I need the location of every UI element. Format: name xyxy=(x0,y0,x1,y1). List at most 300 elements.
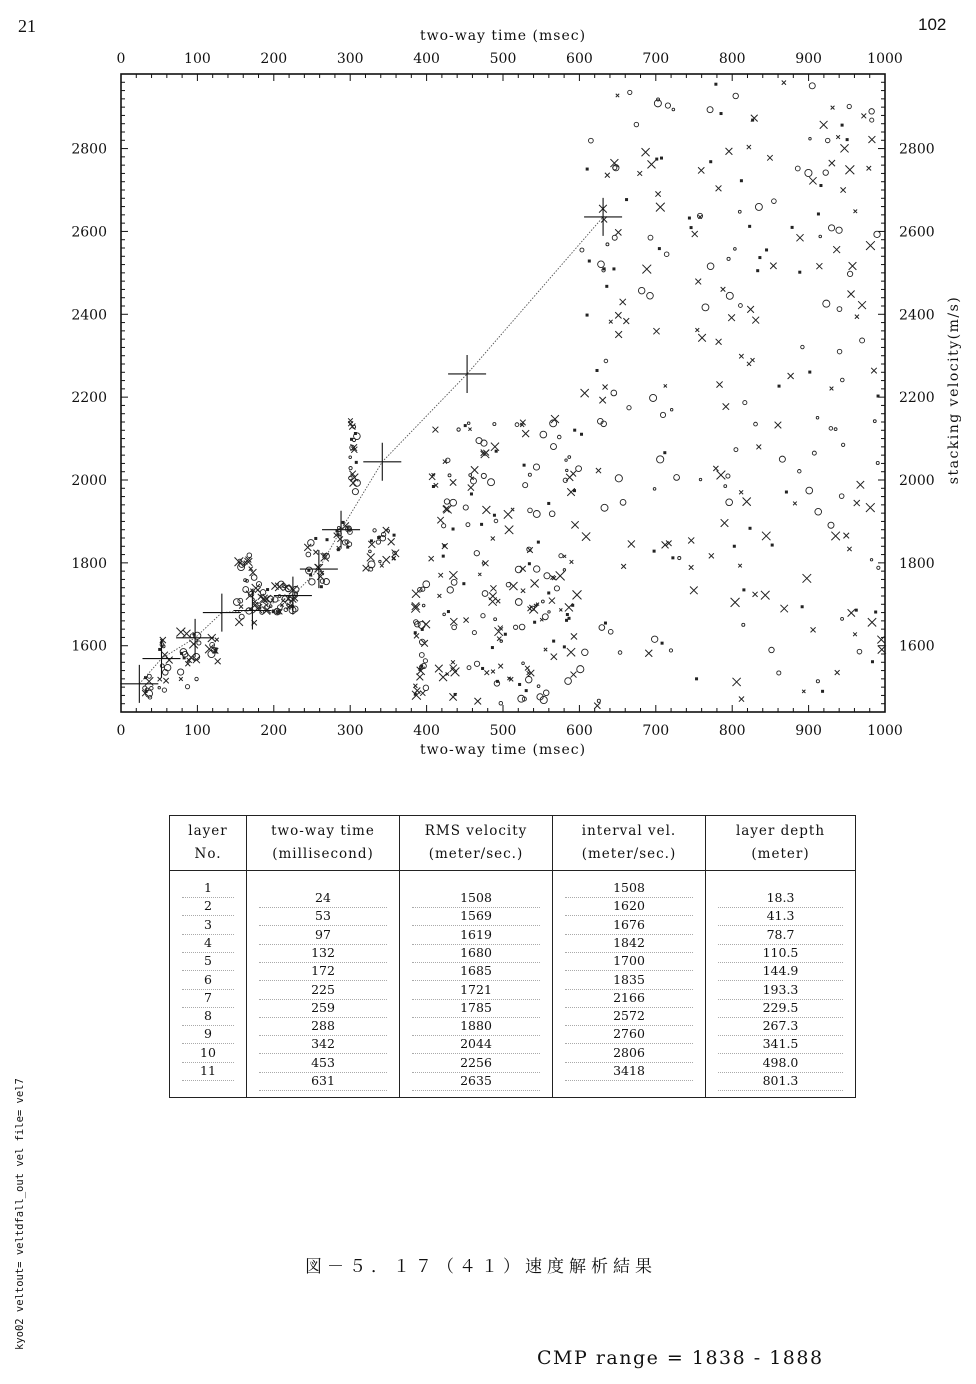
scatter-dot xyxy=(370,539,373,542)
scatter-cross xyxy=(435,665,443,673)
header-interval-velocity: interval vel. (meter/sec.) xyxy=(553,816,706,871)
y-tick-label-left: 1800 xyxy=(71,555,107,572)
scatter-circle xyxy=(533,464,539,470)
scatter-dot xyxy=(495,450,498,453)
scatter-circle xyxy=(534,566,540,572)
two-way-time-cell: 24 xyxy=(259,889,387,908)
x-tick-label-bottom: 500 xyxy=(489,723,517,739)
scatter-cross xyxy=(709,553,714,558)
scatter-cross xyxy=(642,265,651,274)
x-tick-label-bottom: 700 xyxy=(642,723,670,739)
scatter-circle xyxy=(869,109,874,114)
scatter-cross xyxy=(647,160,655,168)
scatter-circle xyxy=(582,649,588,655)
scatter-circle xyxy=(500,640,503,643)
scatter-cross xyxy=(866,503,875,512)
scatter-cross xyxy=(623,318,629,324)
scatter-cross xyxy=(867,166,872,171)
scatter-cross xyxy=(751,358,755,362)
scatter-cross xyxy=(820,121,828,129)
y-tick-label-right: 2000 xyxy=(899,473,935,489)
scatter-dot xyxy=(337,548,340,551)
scatter-cross xyxy=(491,536,495,540)
layer-no-cell: 4 xyxy=(182,934,234,953)
interval-velocity-cell: 2760 xyxy=(565,1025,693,1044)
scatter-cross xyxy=(767,155,772,160)
scatter-circle xyxy=(450,499,457,506)
y-tick-label-right: 2200 xyxy=(899,390,935,407)
scatter-circle xyxy=(463,505,468,510)
scatter-circle xyxy=(513,625,517,629)
scatter-cross xyxy=(833,246,840,253)
scatter-circle xyxy=(604,359,608,363)
two-way-time-cell: 53 xyxy=(259,907,387,926)
scatter-dot xyxy=(596,369,599,372)
scatter-circle xyxy=(543,690,549,696)
scatter-cross xyxy=(527,547,533,553)
scatter-dot xyxy=(748,225,751,228)
cmp-range-label: CMP range = 1838 - 1888 xyxy=(537,1347,824,1369)
scatter-circle xyxy=(647,292,654,299)
scatter-circle xyxy=(743,401,747,405)
scatter-cross xyxy=(692,231,698,237)
scatter-cross xyxy=(866,241,875,250)
rms-velocity-cell: 1680 xyxy=(412,944,540,963)
x-tick-label-top: 300 xyxy=(336,51,364,67)
scatter-cross xyxy=(664,384,667,387)
scatter-circle xyxy=(599,625,605,631)
page-number-right: 102 xyxy=(918,15,947,34)
scatter-circle xyxy=(474,661,479,666)
scatter-cross xyxy=(717,471,726,480)
scatter-cross xyxy=(205,645,214,654)
scatter-circle xyxy=(576,466,582,472)
scatter-cross xyxy=(609,320,613,324)
interval-velocity-cell: 3418 xyxy=(565,1062,693,1081)
scatter-circle xyxy=(537,685,540,688)
x-tick-label-top: 200 xyxy=(260,51,288,67)
scatter-cross xyxy=(656,203,665,212)
velocity-pick-marker xyxy=(142,640,180,678)
scatter-dot xyxy=(547,502,550,505)
scatter-cross xyxy=(747,362,751,366)
two-way-time-cell: 259 xyxy=(259,999,387,1018)
scatter-cross xyxy=(721,287,726,292)
scatter-circle xyxy=(816,680,819,683)
scatter-cross xyxy=(803,574,812,583)
scatter-cross xyxy=(488,597,496,605)
header-layer-depth: layer depth (meter) xyxy=(706,816,856,871)
scatter-cross xyxy=(770,263,776,269)
scatter-cross xyxy=(655,191,660,196)
scatter-circle xyxy=(657,456,664,463)
scatter-dot xyxy=(709,160,712,163)
y-tick-label-left: 2800 xyxy=(71,141,107,158)
scatter-circle xyxy=(823,300,830,307)
header-two-way-time: two-way time (millisecond) xyxy=(247,816,400,871)
scatter-dot xyxy=(785,491,788,494)
rms-velocity-cell: 1619 xyxy=(412,926,540,945)
scatter-circle xyxy=(352,489,358,495)
y-tick-label-right: 1600 xyxy=(899,638,935,655)
scatter-cross xyxy=(615,312,621,318)
scatter-cross xyxy=(620,299,626,305)
scatter-dot xyxy=(350,438,353,441)
scatter-dot xyxy=(791,226,794,229)
scatter-dot xyxy=(663,451,666,454)
scatter-circle xyxy=(559,554,563,558)
scatter-cross xyxy=(628,540,635,547)
scatter-circle xyxy=(819,235,822,238)
scatter-circle xyxy=(566,469,568,471)
scatter-circle xyxy=(376,540,380,544)
scatter-circle xyxy=(494,519,498,523)
scatter-circle xyxy=(178,669,184,675)
scatter-cross xyxy=(491,670,495,674)
scatter-circle xyxy=(707,263,714,270)
scatter-cross xyxy=(253,600,257,604)
scatter-circle xyxy=(726,499,733,506)
scatter-circle xyxy=(727,257,730,260)
scatter-dot xyxy=(742,588,745,591)
scatter-dot xyxy=(183,656,186,659)
scatter-circle xyxy=(754,422,758,426)
scatter-cross xyxy=(713,466,718,471)
scatter-circle xyxy=(518,695,525,702)
scatter-circle xyxy=(798,470,801,473)
scatter-circle xyxy=(857,649,862,654)
scatter-circle xyxy=(669,649,672,652)
header-layer-no: layer No. xyxy=(170,816,247,871)
scatter-dot xyxy=(758,256,761,259)
scatter-circle xyxy=(197,641,201,645)
scatter-cross xyxy=(840,144,848,152)
scatter-circle xyxy=(842,443,845,446)
scatter-dot xyxy=(354,432,357,435)
x-tick-label-top: 500 xyxy=(489,51,517,67)
scatter-circle xyxy=(840,378,844,382)
x-tick-label-top: 100 xyxy=(184,51,211,67)
scatter-cross xyxy=(484,670,489,675)
scatter-circle xyxy=(837,307,842,312)
scatter-dot xyxy=(525,689,528,692)
scatter-circle xyxy=(847,271,852,276)
scatter-cross xyxy=(831,106,835,110)
scatter-circle xyxy=(870,559,872,561)
x-tick-label-top: 0 xyxy=(116,51,126,67)
scatter-dot xyxy=(625,198,628,201)
scatter-cross xyxy=(830,387,834,391)
rms-velocity-cell: 1880 xyxy=(412,1017,540,1036)
scatter-dot xyxy=(588,260,591,263)
scatter-cross xyxy=(840,187,845,192)
two-way-time-cell: 132 xyxy=(259,944,387,963)
scatter-circle xyxy=(828,522,834,528)
scatter-cross xyxy=(695,279,701,285)
side-note: kyo02 veltout= veltdfall_out vel file= vel7 xyxy=(14,1078,26,1350)
scatter-circle xyxy=(451,579,457,585)
layer-depth-cell: 267.3 xyxy=(718,1017,843,1036)
scatter-circle xyxy=(542,614,548,620)
scatter-circle xyxy=(278,605,283,610)
scatter-cross xyxy=(855,315,859,319)
scatter-cross xyxy=(752,317,759,324)
scatter-cross xyxy=(215,638,219,642)
scatter-circle xyxy=(442,524,446,528)
scatter-circle xyxy=(598,261,605,268)
two-way-time-cell: 225 xyxy=(259,981,387,1000)
interval-velocity-cell: 2572 xyxy=(565,1007,693,1026)
scatter-circle xyxy=(809,83,815,89)
scatter-cross xyxy=(494,627,503,636)
scatter-cross xyxy=(483,560,489,566)
scatter-circle xyxy=(548,611,550,613)
scatter-cross xyxy=(599,397,606,404)
scatter-dot xyxy=(523,464,526,467)
scatter-cross xyxy=(337,536,343,542)
scatter-circle xyxy=(825,138,829,142)
scatter-cross xyxy=(721,519,729,527)
scatter-cross xyxy=(615,331,622,338)
scatter-circle xyxy=(707,107,713,113)
scatter-cross xyxy=(716,381,722,387)
scatter-cross xyxy=(412,691,421,700)
scatter-circle xyxy=(674,475,680,481)
scatter-circle xyxy=(724,485,727,488)
x-tick-label-bottom: 1000 xyxy=(867,723,903,739)
scatter-circle xyxy=(601,504,608,511)
scatter-cross xyxy=(747,145,751,149)
scatter-circle xyxy=(615,475,622,482)
scatter-circle xyxy=(369,550,372,553)
scatter-circle xyxy=(699,478,701,480)
scatter-cross xyxy=(367,554,375,562)
two-way-time-cell: 342 xyxy=(259,1035,387,1054)
scatter-dot xyxy=(272,610,275,613)
scatter-circle xyxy=(423,659,427,663)
scatter-circle xyxy=(554,586,559,591)
scatter-dot xyxy=(464,424,467,427)
scatter-cross xyxy=(747,306,754,313)
scatter-cross xyxy=(571,521,578,528)
scatter-cross xyxy=(304,544,311,551)
layer-depth-cell: 801.3 xyxy=(718,1072,843,1091)
scatter-circle xyxy=(147,674,151,678)
scatter-dot xyxy=(491,646,494,649)
scatter-cross xyxy=(581,389,589,397)
interval-velocity-cell: 2166 xyxy=(565,989,693,1008)
y-tick-label-right: 2400 xyxy=(899,307,935,324)
scatter-cross xyxy=(788,373,794,379)
scatter-circle xyxy=(368,561,375,568)
scatter-circle xyxy=(678,556,681,559)
scatter-circle xyxy=(423,685,428,690)
scatter-cross xyxy=(762,532,771,541)
table-header-row xyxy=(170,816,856,871)
scatter-circle xyxy=(755,203,762,210)
scatter-dot xyxy=(355,461,358,464)
scatter-cross xyxy=(848,609,855,616)
column-rms-velocity xyxy=(400,871,553,1098)
scatter-circle xyxy=(612,235,617,240)
rms-velocity-cell: 1785 xyxy=(412,999,540,1018)
scatter-circle xyxy=(828,225,834,231)
scatter-circle xyxy=(528,473,531,476)
scatter-cross xyxy=(570,560,574,564)
scatter-cross xyxy=(471,466,478,473)
scatter-cross xyxy=(877,636,885,644)
scatter-circle xyxy=(448,474,451,477)
rms-velocity-cell: 2635 xyxy=(412,1072,540,1091)
scatter-circle xyxy=(481,614,485,618)
interval-velocity-cell: 1835 xyxy=(565,971,693,990)
y-tick-label-left: 2600 xyxy=(71,224,107,241)
scatter-cross xyxy=(756,445,761,450)
scatter-cross xyxy=(775,422,782,429)
scatter-dot xyxy=(470,492,473,495)
scatter-dot xyxy=(714,83,717,86)
scatter-circle xyxy=(568,456,571,459)
scatter-circle xyxy=(870,118,874,122)
scatter-cross xyxy=(642,148,650,156)
scatter-cross xyxy=(751,115,758,122)
scatter-cross xyxy=(615,229,621,235)
scatter-circle xyxy=(443,613,446,616)
interval-velocity-cell: 1700 xyxy=(565,952,693,971)
scatter-dot xyxy=(841,124,844,127)
scatter-circle xyxy=(618,651,622,655)
scatter-circle xyxy=(769,647,774,652)
column-interval-velocity xyxy=(553,871,706,1098)
scatter-circle xyxy=(589,138,594,143)
scatter-cross xyxy=(739,354,743,358)
scatter-cross xyxy=(716,339,722,345)
scatter-dot xyxy=(603,267,606,270)
scatter-dot xyxy=(605,285,608,288)
scatter-dot xyxy=(547,591,550,594)
scatter-cross xyxy=(163,678,168,683)
scatter-cross xyxy=(645,650,652,657)
y-tick-label-right: 1800 xyxy=(899,555,935,572)
scatter-circle xyxy=(608,629,613,634)
scatter-circle xyxy=(379,560,381,562)
scatter-circle xyxy=(472,631,476,635)
scatter-circle xyxy=(670,408,672,410)
scatter-circle xyxy=(839,494,844,499)
layer-no-cell: 9 xyxy=(182,1025,234,1044)
scatter-cross xyxy=(490,585,496,591)
layer-no-cell: 6 xyxy=(182,971,234,990)
scatter-dot xyxy=(266,588,269,591)
layer-depth-cell: 144.9 xyxy=(718,962,843,981)
scatter-circle xyxy=(544,573,550,579)
scatter-circle xyxy=(541,600,544,603)
layer-depth-cell: 498.0 xyxy=(718,1054,843,1073)
interval-velocity-cell: 1508 xyxy=(565,879,693,898)
velocity-table xyxy=(169,815,856,1098)
scatter-dot xyxy=(653,550,656,553)
scatter-cross xyxy=(853,632,857,636)
scatter-circle xyxy=(185,685,189,689)
scatter-cross xyxy=(438,573,443,578)
rms-velocity-cell: 1508 xyxy=(412,889,540,908)
scatter-circle xyxy=(634,122,639,127)
scatter-cross xyxy=(698,334,706,342)
scatter-circle xyxy=(829,427,833,431)
scatter-cross xyxy=(432,427,438,433)
scatter-cross xyxy=(449,571,457,579)
scatter-cross xyxy=(858,301,866,309)
scatter-cross xyxy=(847,547,851,551)
two-way-time-cell: 288 xyxy=(259,1017,387,1036)
scatter-cross xyxy=(571,672,577,678)
scatter-dot xyxy=(481,667,484,670)
scatter-dot xyxy=(462,582,465,585)
scatter-circle xyxy=(533,510,540,517)
scatter-cross xyxy=(468,428,471,431)
scatter-dot xyxy=(420,664,423,667)
scatter-cross xyxy=(413,684,417,688)
layer-no-cell: 3 xyxy=(182,916,234,935)
scatter-dot xyxy=(586,168,589,171)
scatter-dot xyxy=(158,648,161,651)
scatter-cross xyxy=(505,526,514,535)
scatter-dot xyxy=(552,640,555,643)
scatter-cross xyxy=(793,502,797,506)
scatter-circle xyxy=(742,623,745,626)
layer-depth-cell: 41.3 xyxy=(718,907,843,926)
scatter-dot xyxy=(314,537,317,540)
scatter-cross xyxy=(464,617,469,622)
interval-velocity-cell: 1620 xyxy=(565,897,693,916)
scatter-circle xyxy=(834,428,837,431)
scatter-circle xyxy=(457,428,460,431)
scatter-dot xyxy=(568,617,571,620)
scatter-circle xyxy=(551,444,557,450)
scatter-cross xyxy=(239,605,243,609)
layer-depth-cell: 110.5 xyxy=(718,944,843,963)
scatter-circle xyxy=(777,671,781,675)
two-way-time-cell: 631 xyxy=(259,1072,387,1091)
scatter-dot xyxy=(580,433,583,436)
scatter-cross xyxy=(443,505,451,513)
scatter-circle xyxy=(733,93,738,98)
scatter-circle xyxy=(256,582,261,587)
scatter-cross xyxy=(491,443,499,451)
scatter-cross xyxy=(388,538,395,545)
scatter-dot xyxy=(454,693,457,696)
scatter-dot xyxy=(733,545,736,548)
two-way-time-cell: 97 xyxy=(259,926,387,945)
scatter-circle xyxy=(648,235,653,240)
scatter-circle xyxy=(860,338,865,343)
scatter-circle xyxy=(597,699,600,702)
scatter-circle xyxy=(628,90,632,94)
scatter-dot xyxy=(695,677,698,680)
scatter-circle xyxy=(627,406,631,410)
scatter-cross xyxy=(816,263,822,269)
y-tick-label-left: 1600 xyxy=(71,638,107,655)
scatter-circle xyxy=(702,304,709,311)
scatter-cross xyxy=(439,673,447,681)
scatter-cross xyxy=(761,591,770,600)
scatter-cross xyxy=(255,587,261,593)
column-layer-depth xyxy=(706,871,856,1098)
scatter-cross xyxy=(531,579,539,587)
scatter-cross xyxy=(450,618,457,625)
layer-no-cell: 8 xyxy=(182,1007,234,1026)
scatter-cross xyxy=(556,571,565,580)
